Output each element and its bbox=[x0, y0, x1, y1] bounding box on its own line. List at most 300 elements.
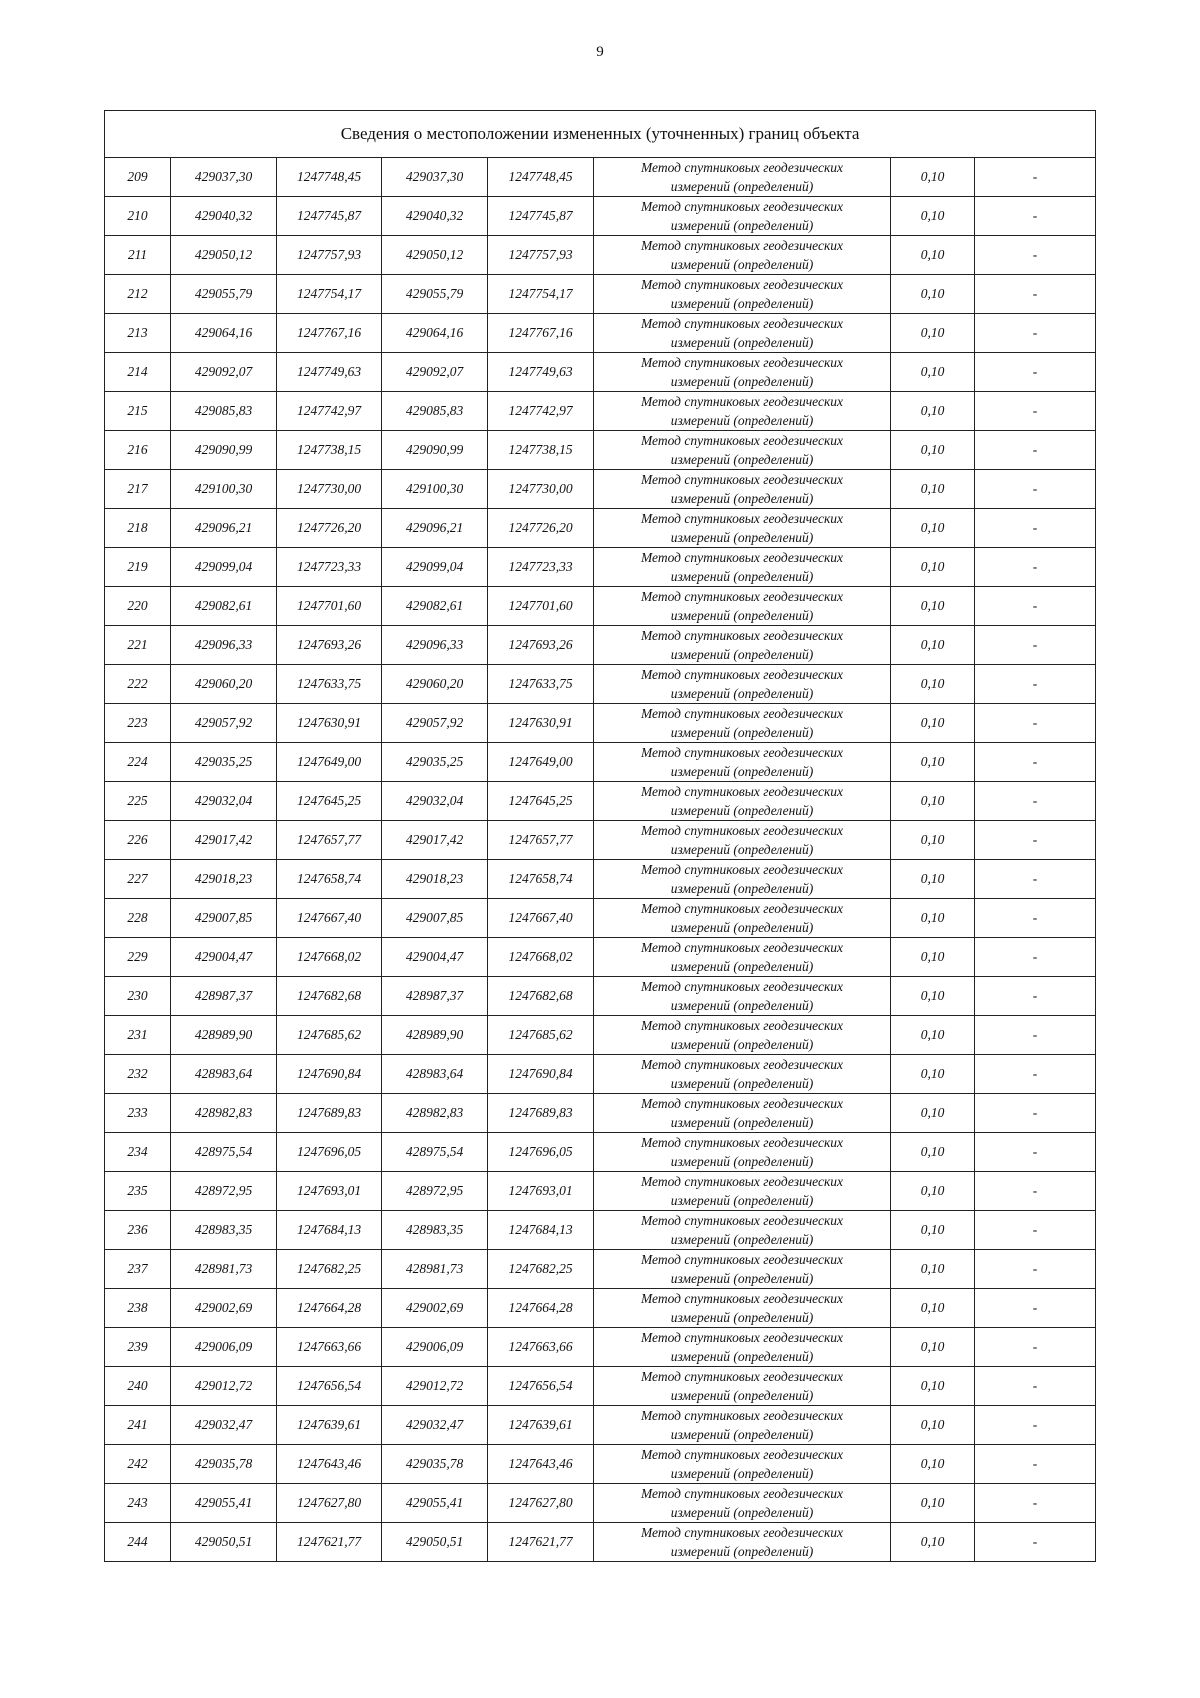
point-number-cell: 215 bbox=[105, 392, 171, 431]
point-number-cell: 210 bbox=[105, 197, 171, 236]
refined-x-cell: 429092,07 bbox=[382, 353, 488, 392]
method-cell bbox=[594, 314, 891, 353]
note-cell: - bbox=[975, 938, 1096, 977]
method-line-2: измерений (определений) bbox=[670, 218, 814, 233]
table-row bbox=[105, 548, 1096, 587]
method-line-1: Метод спутниковых геодезических bbox=[640, 1096, 844, 1111]
method-cell bbox=[594, 1367, 891, 1406]
note-cell: - bbox=[975, 626, 1096, 665]
existing-x-cell: 428989,90 bbox=[171, 1016, 277, 1055]
refined-x-cell: 429035,25 bbox=[382, 743, 488, 782]
point-number-cell: 234 bbox=[105, 1133, 171, 1172]
accuracy-cell: 0,10 bbox=[891, 626, 975, 665]
point-number-cell: 232 bbox=[105, 1055, 171, 1094]
method-cell bbox=[594, 704, 891, 743]
refined-x-cell: 429040,32 bbox=[382, 197, 488, 236]
point-number-cell: 214 bbox=[105, 353, 171, 392]
method-line-2: измерений (определений) bbox=[670, 374, 814, 389]
table-row bbox=[105, 977, 1096, 1016]
method-line-2: измерений (определений) bbox=[670, 881, 814, 896]
method-cell bbox=[594, 782, 891, 821]
existing-x-cell: 428972,95 bbox=[171, 1172, 277, 1211]
refined-x-cell: 429090,99 bbox=[382, 431, 488, 470]
refined-y-cell: 1247723,33 bbox=[488, 548, 594, 587]
refined-x-cell: 428982,83 bbox=[382, 1094, 488, 1133]
method-line-2: измерений (определений) bbox=[670, 686, 814, 701]
refined-y-cell: 1247643,46 bbox=[488, 1445, 594, 1484]
note-cell: - bbox=[975, 509, 1096, 548]
method-line-1: Метод спутниковых геодезических bbox=[640, 1330, 844, 1345]
existing-y-cell: 1247690,84 bbox=[277, 1055, 382, 1094]
note-cell: - bbox=[975, 1328, 1096, 1367]
accuracy-cell: 0,10 bbox=[891, 197, 975, 236]
refined-x-cell: 429007,85 bbox=[382, 899, 488, 938]
table-row bbox=[105, 1133, 1096, 1172]
accuracy-cell: 0,10 bbox=[891, 1367, 975, 1406]
point-number-cell: 244 bbox=[105, 1523, 171, 1562]
existing-x-cell: 429050,12 bbox=[171, 236, 277, 275]
existing-x-cell: 429082,61 bbox=[171, 587, 277, 626]
point-number-cell: 225 bbox=[105, 782, 171, 821]
existing-y-cell: 1247633,75 bbox=[277, 665, 382, 704]
method-line-2: измерений (определений) bbox=[670, 491, 814, 506]
note-cell: - bbox=[975, 587, 1096, 626]
refined-y-cell: 1247667,40 bbox=[488, 899, 594, 938]
method-line-1: Метод спутниковых геодезических bbox=[640, 238, 844, 253]
refined-x-cell: 428981,73 bbox=[382, 1250, 488, 1289]
method-line-2: измерений (определений) bbox=[670, 1232, 814, 1247]
method-line-2: измерений (определений) bbox=[670, 608, 814, 623]
table-row bbox=[105, 1328, 1096, 1367]
method-line-2: измерений (определений) bbox=[670, 1115, 814, 1130]
existing-y-cell: 1247754,17 bbox=[277, 275, 382, 314]
table-row bbox=[105, 1445, 1096, 1484]
accuracy-cell: 0,10 bbox=[891, 1211, 975, 1250]
existing-x-cell: 429090,99 bbox=[171, 431, 277, 470]
existing-x-cell: 429092,07 bbox=[171, 353, 277, 392]
existing-x-cell: 429055,41 bbox=[171, 1484, 277, 1523]
method-cell bbox=[594, 899, 891, 938]
refined-x-cell: 429032,04 bbox=[382, 782, 488, 821]
existing-y-cell: 1247723,33 bbox=[277, 548, 382, 587]
method-cell bbox=[594, 977, 891, 1016]
refined-y-cell: 1247645,25 bbox=[488, 782, 594, 821]
existing-y-cell: 1247745,87 bbox=[277, 197, 382, 236]
refined-x-cell: 429096,33 bbox=[382, 626, 488, 665]
method-line-2: измерений (определений) bbox=[670, 1193, 814, 1208]
method-cell bbox=[594, 548, 891, 587]
note-cell: - bbox=[975, 548, 1096, 587]
refined-x-cell: 429082,61 bbox=[382, 587, 488, 626]
accuracy-cell: 0,10 bbox=[891, 509, 975, 548]
method-line-2: измерений (определений) bbox=[670, 1388, 814, 1403]
table-row bbox=[105, 1250, 1096, 1289]
method-line-2: измерений (определений) bbox=[670, 296, 814, 311]
existing-x-cell: 429050,51 bbox=[171, 1523, 277, 1562]
accuracy-cell: 0,10 bbox=[891, 860, 975, 899]
refined-y-cell: 1247726,20 bbox=[488, 509, 594, 548]
point-number-cell: 212 bbox=[105, 275, 171, 314]
table-body bbox=[105, 158, 1096, 1562]
refined-x-cell: 429004,47 bbox=[382, 938, 488, 977]
refined-x-cell: 429012,72 bbox=[382, 1367, 488, 1406]
method-line-1: Метод спутниковых геодезических bbox=[640, 1174, 844, 1189]
note-cell: - bbox=[975, 665, 1096, 704]
point-number-cell: 213 bbox=[105, 314, 171, 353]
note-cell: - bbox=[975, 1133, 1096, 1172]
refined-x-cell: 429096,21 bbox=[382, 509, 488, 548]
method-cell bbox=[594, 1016, 891, 1055]
note-cell: - bbox=[975, 1523, 1096, 1562]
existing-y-cell: 1247693,26 bbox=[277, 626, 382, 665]
method-line-1: Метод спутниковых геодезических bbox=[640, 901, 844, 916]
existing-x-cell: 429006,09 bbox=[171, 1328, 277, 1367]
point-number-cell: 229 bbox=[105, 938, 171, 977]
note-cell: - bbox=[975, 1055, 1096, 1094]
method-cell bbox=[594, 509, 891, 548]
point-number-cell: 239 bbox=[105, 1328, 171, 1367]
note-cell: - bbox=[975, 275, 1096, 314]
accuracy-cell: 0,10 bbox=[891, 782, 975, 821]
method-line-2: измерений (определений) bbox=[670, 257, 814, 272]
refined-y-cell: 1247742,97 bbox=[488, 392, 594, 431]
existing-y-cell: 1247757,93 bbox=[277, 236, 382, 275]
accuracy-cell: 0,10 bbox=[891, 1172, 975, 1211]
point-number-cell: 238 bbox=[105, 1289, 171, 1328]
table-row bbox=[105, 392, 1096, 431]
existing-x-cell: 429085,83 bbox=[171, 392, 277, 431]
note-cell: - bbox=[975, 899, 1096, 938]
point-number-cell: 223 bbox=[105, 704, 171, 743]
method-line-1: Метод спутниковых геодезических bbox=[640, 1252, 844, 1267]
table-row bbox=[105, 1406, 1096, 1445]
method-cell bbox=[594, 821, 891, 860]
table-row bbox=[105, 899, 1096, 938]
refined-y-cell: 1247664,28 bbox=[488, 1289, 594, 1328]
table-row bbox=[105, 1289, 1096, 1328]
existing-x-cell: 429032,47 bbox=[171, 1406, 277, 1445]
method-line-2: измерений (определений) bbox=[670, 1271, 814, 1286]
note-cell: - bbox=[975, 1367, 1096, 1406]
refined-y-cell: 1247682,68 bbox=[488, 977, 594, 1016]
page-number: 9 bbox=[596, 44, 604, 60]
note-cell: - bbox=[975, 743, 1096, 782]
refined-x-cell: 429055,79 bbox=[382, 275, 488, 314]
method-line-2: измерений (определений) bbox=[670, 1310, 814, 1325]
point-number-cell: 222 bbox=[105, 665, 171, 704]
refined-x-cell: 429037,30 bbox=[382, 158, 488, 197]
table-row bbox=[105, 1523, 1096, 1562]
existing-x-cell: 429096,33 bbox=[171, 626, 277, 665]
table-row bbox=[105, 704, 1096, 743]
table-row bbox=[105, 197, 1096, 236]
existing-x-cell: 429012,72 bbox=[171, 1367, 277, 1406]
existing-y-cell: 1247645,25 bbox=[277, 782, 382, 821]
refined-x-cell: 429057,92 bbox=[382, 704, 488, 743]
table-row bbox=[105, 587, 1096, 626]
method-line-1: Метод спутниковых геодезических bbox=[640, 511, 844, 526]
existing-y-cell: 1247730,00 bbox=[277, 470, 382, 509]
table-row bbox=[105, 860, 1096, 899]
refined-x-cell: 429017,42 bbox=[382, 821, 488, 860]
existing-y-cell: 1247689,83 bbox=[277, 1094, 382, 1133]
refined-y-cell: 1247658,74 bbox=[488, 860, 594, 899]
refined-x-cell: 429050,51 bbox=[382, 1523, 488, 1562]
existing-x-cell: 429055,79 bbox=[171, 275, 277, 314]
refined-x-cell: 429085,83 bbox=[382, 392, 488, 431]
existing-y-cell: 1247701,60 bbox=[277, 587, 382, 626]
accuracy-cell: 0,10 bbox=[891, 431, 975, 470]
existing-x-cell: 429017,42 bbox=[171, 821, 277, 860]
existing-y-cell: 1247749,63 bbox=[277, 353, 382, 392]
point-number-cell: 231 bbox=[105, 1016, 171, 1055]
method-cell bbox=[594, 587, 891, 626]
point-number-cell: 230 bbox=[105, 977, 171, 1016]
method-cell bbox=[594, 1250, 891, 1289]
note-cell: - bbox=[975, 392, 1096, 431]
accuracy-cell: 0,10 bbox=[891, 275, 975, 314]
refined-x-cell: 428987,37 bbox=[382, 977, 488, 1016]
existing-y-cell: 1247630,91 bbox=[277, 704, 382, 743]
method-cell bbox=[594, 1406, 891, 1445]
table-row bbox=[105, 1484, 1096, 1523]
refined-y-cell: 1247685,62 bbox=[488, 1016, 594, 1055]
refined-x-cell: 429032,47 bbox=[382, 1406, 488, 1445]
refined-x-cell: 429002,69 bbox=[382, 1289, 488, 1328]
method-line-1: Метод спутниковых геодезических bbox=[640, 1369, 844, 1384]
point-number-cell: 242 bbox=[105, 1445, 171, 1484]
existing-x-cell: 428983,35 bbox=[171, 1211, 277, 1250]
method-line-2: измерений (определений) bbox=[670, 1505, 814, 1520]
method-cell bbox=[594, 236, 891, 275]
method-line-1: Метод спутниковых геодезических bbox=[640, 823, 844, 838]
note-cell: - bbox=[975, 158, 1096, 197]
accuracy-cell: 0,10 bbox=[891, 1289, 975, 1328]
method-line-1: Метод спутниковых геодезических bbox=[640, 1447, 844, 1462]
note-cell: - bbox=[975, 821, 1096, 860]
method-line-1: Метод спутниковых геодезических bbox=[640, 1408, 844, 1423]
existing-x-cell: 428975,54 bbox=[171, 1133, 277, 1172]
existing-x-cell: 428987,37 bbox=[171, 977, 277, 1016]
method-line-1: Метод спутниковых геодезических bbox=[640, 1057, 844, 1072]
existing-y-cell: 1247742,97 bbox=[277, 392, 382, 431]
accuracy-cell: 0,10 bbox=[891, 548, 975, 587]
method-line-2: измерений (определений) bbox=[670, 452, 814, 467]
existing-y-cell: 1247657,77 bbox=[277, 821, 382, 860]
point-number-cell: 221 bbox=[105, 626, 171, 665]
existing-y-cell: 1247682,25 bbox=[277, 1250, 382, 1289]
method-line-2: измерений (определений) bbox=[670, 1037, 814, 1052]
point-number-cell: 235 bbox=[105, 1172, 171, 1211]
point-number-cell: 228 bbox=[105, 899, 171, 938]
existing-x-cell: 429057,92 bbox=[171, 704, 277, 743]
existing-x-cell: 429040,32 bbox=[171, 197, 277, 236]
method-line-1: Метод спутниковых геодезических bbox=[640, 589, 844, 604]
method-line-2: измерений (определений) bbox=[670, 959, 814, 974]
table-row bbox=[105, 1172, 1096, 1211]
table-row bbox=[105, 353, 1096, 392]
refined-y-cell: 1247696,05 bbox=[488, 1133, 594, 1172]
accuracy-cell: 0,10 bbox=[891, 743, 975, 782]
existing-x-cell: 429018,23 bbox=[171, 860, 277, 899]
refined-y-cell: 1247689,83 bbox=[488, 1094, 594, 1133]
method-line-1: Метод спутниковых геодезических bbox=[640, 979, 844, 994]
accuracy-cell: 0,10 bbox=[891, 314, 975, 353]
refined-y-cell: 1247621,77 bbox=[488, 1523, 594, 1562]
refined-y-cell: 1247639,61 bbox=[488, 1406, 594, 1445]
method-cell bbox=[594, 743, 891, 782]
note-cell: - bbox=[975, 1094, 1096, 1133]
method-line-2: измерений (определений) bbox=[670, 725, 814, 740]
table-row bbox=[105, 431, 1096, 470]
note-cell: - bbox=[975, 1172, 1096, 1211]
existing-y-cell: 1247684,13 bbox=[277, 1211, 382, 1250]
method-line-2: измерений (определений) bbox=[670, 803, 814, 818]
method-line-1: Метод спутниковых геодезических bbox=[640, 706, 844, 721]
refined-y-cell: 1247649,00 bbox=[488, 743, 594, 782]
existing-y-cell: 1247649,00 bbox=[277, 743, 382, 782]
refined-y-cell: 1247749,63 bbox=[488, 353, 594, 392]
method-cell bbox=[594, 1211, 891, 1250]
note-cell: - bbox=[975, 782, 1096, 821]
existing-y-cell: 1247667,40 bbox=[277, 899, 382, 938]
point-number-cell: 226 bbox=[105, 821, 171, 860]
boundary-coordinates-table bbox=[104, 110, 1096, 1562]
existing-x-cell: 429096,21 bbox=[171, 509, 277, 548]
existing-y-cell: 1247748,45 bbox=[277, 158, 382, 197]
existing-y-cell: 1247627,80 bbox=[277, 1484, 382, 1523]
existing-y-cell: 1247668,02 bbox=[277, 938, 382, 977]
existing-y-cell: 1247658,74 bbox=[277, 860, 382, 899]
existing-y-cell: 1247639,61 bbox=[277, 1406, 382, 1445]
method-cell bbox=[594, 392, 891, 431]
note-cell: - bbox=[975, 860, 1096, 899]
method-line-1: Метод спутниковых геодезических bbox=[640, 550, 844, 565]
method-cell bbox=[594, 626, 891, 665]
method-line-1: Метод спутниковых геодезических bbox=[640, 1135, 844, 1150]
existing-x-cell: 428982,83 bbox=[171, 1094, 277, 1133]
existing-x-cell: 428981,73 bbox=[171, 1250, 277, 1289]
accuracy-cell: 0,10 bbox=[891, 587, 975, 626]
method-line-1: Метод спутниковых геодезических bbox=[640, 199, 844, 214]
method-cell bbox=[594, 665, 891, 704]
method-cell bbox=[594, 938, 891, 977]
existing-x-cell: 429004,47 bbox=[171, 938, 277, 977]
table-row bbox=[105, 938, 1096, 977]
method-line-2: измерений (определений) bbox=[670, 335, 814, 350]
method-cell bbox=[594, 431, 891, 470]
accuracy-cell: 0,10 bbox=[891, 899, 975, 938]
method-line-2: измерений (определений) bbox=[670, 920, 814, 935]
refined-y-cell: 1247701,60 bbox=[488, 587, 594, 626]
method-cell bbox=[594, 353, 891, 392]
accuracy-cell: 0,10 bbox=[891, 704, 975, 743]
table-row bbox=[105, 665, 1096, 704]
note-cell: - bbox=[975, 236, 1096, 275]
note-cell: - bbox=[975, 1445, 1096, 1484]
existing-y-cell: 1247643,46 bbox=[277, 1445, 382, 1484]
table-title: Сведения о местоположении измененных (уточненных) границ объекта bbox=[105, 111, 1096, 158]
method-line-1: Метод спутниковых геодезических bbox=[640, 784, 844, 799]
method-line-1: Метод спутниковых геодезических bbox=[640, 1018, 844, 1033]
point-number-cell: 217 bbox=[105, 470, 171, 509]
existing-y-cell: 1247685,62 bbox=[277, 1016, 382, 1055]
note-cell: - bbox=[975, 1250, 1096, 1289]
table-row bbox=[105, 275, 1096, 314]
method-line-2: измерений (определений) bbox=[670, 530, 814, 545]
method-line-2: измерений (определений) bbox=[670, 1544, 814, 1559]
method-cell bbox=[594, 1172, 891, 1211]
table-row bbox=[105, 1211, 1096, 1250]
accuracy-cell: 0,10 bbox=[891, 470, 975, 509]
point-number-cell: 224 bbox=[105, 743, 171, 782]
method-line-1: Метод спутниковых геодезических bbox=[640, 862, 844, 877]
method-line-1: Метод спутниковых геодезических bbox=[640, 472, 844, 487]
accuracy-cell: 0,10 bbox=[891, 1094, 975, 1133]
refined-x-cell: 428983,64 bbox=[382, 1055, 488, 1094]
refined-x-cell: 429006,09 bbox=[382, 1328, 488, 1367]
existing-x-cell: 429060,20 bbox=[171, 665, 277, 704]
existing-x-cell: 429035,25 bbox=[171, 743, 277, 782]
existing-y-cell: 1247664,28 bbox=[277, 1289, 382, 1328]
table-row bbox=[105, 470, 1096, 509]
method-cell bbox=[594, 860, 891, 899]
method-cell bbox=[594, 197, 891, 236]
refined-x-cell: 428972,95 bbox=[382, 1172, 488, 1211]
method-cell bbox=[594, 158, 891, 197]
accuracy-cell: 0,10 bbox=[891, 1484, 975, 1523]
note-cell: - bbox=[975, 1484, 1096, 1523]
refined-x-cell: 429099,04 bbox=[382, 548, 488, 587]
method-line-1: Метод спутниковых геодезических bbox=[640, 355, 844, 370]
accuracy-cell: 0,10 bbox=[891, 938, 975, 977]
refined-x-cell: 429060,20 bbox=[382, 665, 488, 704]
method-line-1: Метод спутниковых геодезических bbox=[640, 277, 844, 292]
method-line-2: измерений (определений) bbox=[670, 764, 814, 779]
point-number-cell: 216 bbox=[105, 431, 171, 470]
note-cell: - bbox=[975, 1406, 1096, 1445]
refined-y-cell: 1247657,77 bbox=[488, 821, 594, 860]
point-number-cell: 236 bbox=[105, 1211, 171, 1250]
refined-y-cell: 1247748,45 bbox=[488, 158, 594, 197]
accuracy-cell: 0,10 bbox=[891, 1328, 975, 1367]
method-line-1: Метод спутниковых геодезических bbox=[640, 316, 844, 331]
refined-x-cell: 429018,23 bbox=[382, 860, 488, 899]
accuracy-cell: 0,10 bbox=[891, 236, 975, 275]
refined-y-cell: 1247745,87 bbox=[488, 197, 594, 236]
method-line-1: Метод спутниковых геодезических bbox=[640, 940, 844, 955]
method-line-2: измерений (определений) bbox=[670, 1466, 814, 1481]
method-cell bbox=[594, 1055, 891, 1094]
refined-y-cell: 1247690,84 bbox=[488, 1055, 594, 1094]
accuracy-cell: 0,10 bbox=[891, 1445, 975, 1484]
existing-y-cell: 1247663,66 bbox=[277, 1328, 382, 1367]
note-cell: - bbox=[975, 977, 1096, 1016]
refined-y-cell: 1247668,02 bbox=[488, 938, 594, 977]
note-cell: - bbox=[975, 1289, 1096, 1328]
existing-x-cell: 429002,69 bbox=[171, 1289, 277, 1328]
refined-y-cell: 1247693,26 bbox=[488, 626, 594, 665]
method-line-1: Метод спутниковых геодезических bbox=[640, 1525, 844, 1540]
accuracy-cell: 0,10 bbox=[891, 665, 975, 704]
accuracy-cell: 0,10 bbox=[891, 158, 975, 197]
table-row bbox=[105, 782, 1096, 821]
refined-y-cell: 1247754,17 bbox=[488, 275, 594, 314]
accuracy-cell: 0,10 bbox=[891, 977, 975, 1016]
refined-x-cell: 428975,54 bbox=[382, 1133, 488, 1172]
table-row bbox=[105, 1016, 1096, 1055]
refined-y-cell: 1247730,00 bbox=[488, 470, 594, 509]
